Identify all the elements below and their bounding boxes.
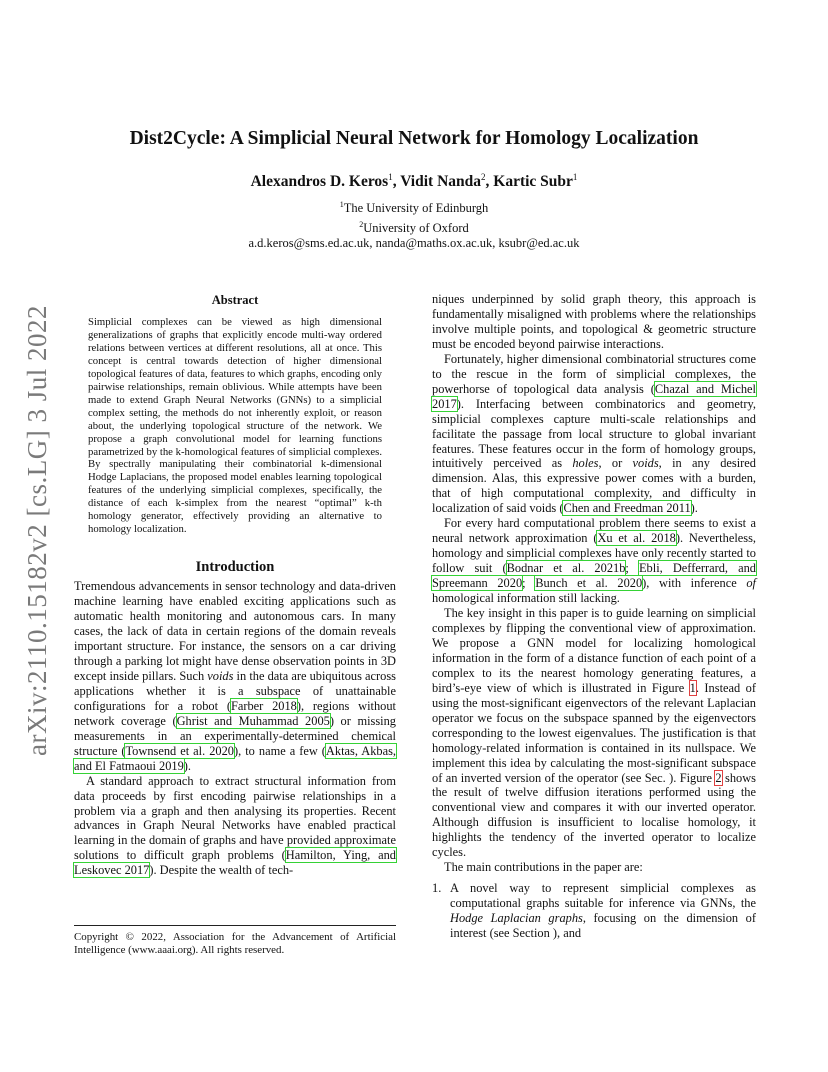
citation-link[interactable]: Aktas, Akbas, and El Fatmaoui 2019 [74, 743, 397, 773]
arxiv-identifier-stamp [22, 300, 52, 760]
copyright-notice: Copyright © 2022, Association for the Advancement of Artificial Intelligence (www.aaai.org). All rights reserved. [74, 925, 396, 957]
arxiv-id-text: arXiv:2110.15182v2 [cs.LG] 3 Jul 2022 [21, 304, 52, 756]
author-name: Kartic Subr [493, 173, 573, 191]
author-affil-mark: 2 [481, 172, 486, 182]
affiliation-line: $^1$The University of Edinburgh [339, 200, 489, 216]
author-list: Alexandros D. Keros$^1$, Vidit Nanda$^2$, Kartic Subr$^1$ [250, 172, 578, 191]
paragraph: niques underpinned by solid graph theory, this approach is fundamentally misaligned with problems where the relationships involve multiple points, and topological & geometric structure must be encoded beyond pairwise interactions. [432, 292, 756, 351]
citation-link[interactable]: Hamilton, Ying, and Leskovec 2017 [74, 848, 396, 878]
abstract-heading: Abstract [211, 293, 259, 307]
author-affil-mark: 1 [572, 172, 578, 182]
contributions-list [432, 881, 756, 941]
right-column [432, 292, 756, 941]
paragraph: The main contributions in the paper are: [444, 860, 643, 875]
author-name: Vidit Nanda [400, 173, 482, 191]
paragraph: A standard approach to extract structural information from data proceeds by first encoding pairwise relationships in a problem via a graph and then analysing its properties. Recent advances in Graph Neural Networks have enabled practical learning in the domain of graphs and have provided approximate solutions to difficult graph problems (Hamilton, Ying, and Leskovec 2017). Despite the wealth of tech- [74, 773, 396, 878]
paragraph: Tremendous advancements in sensor technology and data-driven machine learning have enabled exciting applications such as automatic health monitoring and autonomous cars. In many cases, the lack of data in certain regions of the domain reveals important structure. For instance, the sensors on a car driving through a parking lot might have dense observation points in 3D except inside pillars. Such voids in the data are ubiquitous across applications whether it is a subspace of unattainable configurations for a robot (Farber 2018), regions without network coverage (Ghrist and Muhammad 2005) or missing measurements in an experimentally-determined chemical structure (Townsend et al. 2020), to name a few (Aktas, Akbas, and El Fatmaoui 2019). [74, 579, 397, 773]
list-item: 1. A novel way to represent simplicial complexes as computational graphs suitable for inference via GNNs, the Hodge Laplacian graphs, focusing on the dimension of interest (see Section ), and [432, 881, 756, 941]
author-affil-mark: 1 [388, 172, 393, 182]
citation-link[interactable]: Bunch et al. 2020 [535, 576, 643, 591]
citation-link[interactable]: Townsend et al. 2020 [125, 743, 235, 758]
citation-link[interactable]: Ebli, Defferrard, and Spreemann 2020 [432, 561, 757, 591]
figure-ref-link[interactable]: 2 [715, 770, 722, 785]
introduction-heading: Introduction [195, 559, 275, 576]
author-name: Alexandros D. Keros [250, 173, 389, 191]
paragraph: The key insight in this paper is to guide learning on simplicial complexes by flipping the conventional view of approximation. We propose a GNN model for localizing homological information in the form of a distance function of each point of a complex to its the nearest homology generating features, a bird’s-eye view of which is illustrated in Figure 1. Instead of using the most-significant eigenvectors of the relevant Laplacian operator we focus on the subspace spanned by the eigenvectors corresponding to the lowest eigenvalues. The justification is that homology-related information is contained in its nullspace. We implement this idea by calculating the most-significant subspace of an inverted version of the operator (see Sec. ). Figure 2 shows the result of twelve diffusion iterations performed using the conventional view and compares it with our inverted operator. Although diffusion is insufficient to localise homology, it highlights the tendency of the inverted operator to localize cycles. [432, 606, 756, 860]
citation-link[interactable]: Bodnar et al. 2021b [506, 561, 626, 576]
citation-link[interactable]: Farber 2018 [230, 698, 297, 713]
affiliations [60, 197, 768, 252]
paper-title: Dist2Cycle: A Simplicial Neural Network for Homology Localization [129, 128, 699, 149]
left-column [74, 293, 396, 878]
paragraph: For every hard computational problem there seems to exist a neural network approximation (Xu et al. 2018). Nevertheless, homology and simplicial complexes have only recently started to follow suit (Bodnar et al. 2021b; Ebli, Defferrard, and Spreemann 2020; Bunch et al. 2020), with inference of homological information still lacking. [432, 516, 757, 606]
citation-link[interactable]: Xu et al. 2018 [597, 531, 676, 546]
citation-link[interactable]: Ghrist and Muhammad 2005 [176, 713, 330, 728]
affiliation-line: $^2$University of Oxford [359, 219, 469, 235]
citation-link[interactable]: Chen and Freedman 2011 [563, 501, 691, 516]
abstract-text: Simplicial complexes can be viewed as high dimensional generalizations of graphs that explicitly encode multi-way ordered relations between vertices at different resolutions, all at once. This concept is central towards detection of higher dimensional topological features of data, features to which graphs, encoding only pairwise relationships, remain oblivious. While attempts have been made to extend Graph Neural Networks (GNNs) to a simplicial complex setting, the methods do not inherently exploit, or reason about, the underlying topological structure of the network. We propose a graph convolutional model for learning functions parametrized by the k-homological features of simplicial complexes. By spectrally manipulating their combinatorial k-dimensional Hodge Laplacians, the proposed model enables learning topological features of the underlying simplicial complexes, specifically, the distance of each k-simplex from the nearest “optimal” k-th homology generator, effectively providing an alternative to homology localization. [88, 316, 382, 536]
author-emails: a.d.keros@sms.ed.ac.uk, nanda@maths.ox.ac.uk, ksubr@ed.ac.uk [248, 236, 580, 251]
figure-ref-link[interactable]: 1 [689, 680, 696, 695]
citation-link[interactable]: Chazal and Michel 2017 [432, 381, 756, 411]
paragraph: Fortunately, higher dimensional combinatorial structures come to the rescue in the form of simplicial complexes, the powerhorse of topological data analysis (Chazal and Michel 2017). Interfacing between combinatorics and geometry, simplicial complexes capture multi-scale relationships and facilitate the passage from local structure to global invariant features. These features occur in the form of homology groups, intuitively perceived as holes, or voids, in any desired dimension. Alas, this expressive power comes with a burden, that of high computational complexity, and difficulty in localization of said voids (Chen and Freedman 2011). [432, 351, 756, 516]
